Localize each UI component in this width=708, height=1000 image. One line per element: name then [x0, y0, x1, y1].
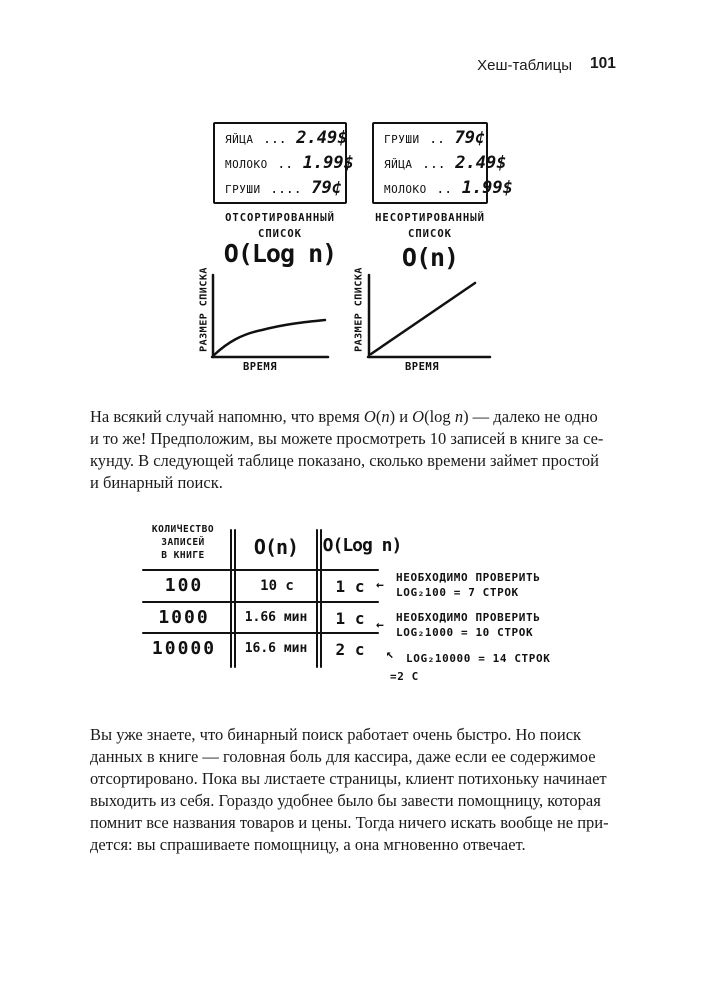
sorted-caption: ОТСОРТИРОВАННЫЙ СПИСОК — [225, 212, 335, 240]
paragraph-line: данных в книге — головная боль для кассира, даже если ее содержимое — [90, 747, 596, 766]
paragraph-line: отсортировано. Пока вы листаете страницы, клиент потихоньку начинает — [90, 769, 607, 788]
page-number: 101 — [590, 55, 616, 72]
list-item: ЯЙЦА ... 2.49$ — [225, 128, 348, 148]
paragraph-line: кунду. В следующей таблице показано, сколько времени займет простой — [90, 451, 599, 470]
unsorted-complexity-label: O(n) — [401, 243, 459, 272]
paragraph-line: и бинарный поиск. — [90, 473, 223, 492]
unsorted-x-axis-label: ВРЕМЯ — [404, 361, 440, 373]
table-row-2-records: 1000 — [158, 607, 210, 628]
header-simple-search: O(n) — [253, 535, 299, 559]
table-row-1-simple: 10 с — [260, 578, 294, 594]
table-row-3-binary: 2 с — [335, 640, 365, 659]
paragraph-hash-motivation — [90, 724, 625, 856]
list-item: ГРУШИ .... 79¢ — [225, 178, 342, 198]
paragraph-line: На всякий случай напомню, что время O(n) и O(log n) — далеко не одно — [90, 407, 598, 426]
left-arrow-icon: ← — [376, 618, 385, 633]
list-item: ЯЙЦА ... 2.49$ — [384, 153, 507, 173]
unsorted-caption: НЕСОРТИРОВАННЫЙ СПИСОК — [375, 212, 485, 240]
paragraph-line: Вы уже знаете, что бинарный поиск работает очень быстро. Но поиск — [90, 725, 582, 744]
annotation-row-3: ↖ LOG₂10000 = 14 СТРОК =2 С — [386, 647, 551, 683]
paragraph-line: и то же! Предположим, вы можете просмотреть 10 записей в книге за се- — [90, 429, 604, 448]
table-row-3-records: 10000 — [151, 638, 217, 659]
sorted-complexity-label: O(Log n) — [223, 239, 337, 268]
list-item: ГРУШИ .. 79¢ — [384, 128, 486, 148]
paragraph-line: помнит все названия товаров и цены. Тогда ничего искать вообще не при- — [90, 813, 609, 832]
annotation-row-2: ← НЕОБХОДИМО ПРОВЕРИТЬ LOG₂1000 = 10 СТРОК — [376, 611, 541, 639]
sorted-x-axis-label: ВРЕМЯ — [242, 361, 278, 373]
annotation-row-1: ← НЕОБХОДИМО ПРОВЕРИТЬ LOG₂100 = 7 СТРОК — [376, 571, 541, 599]
table-row-1-records: 100 — [164, 575, 204, 596]
table-row-1-binary: 1 с — [335, 577, 365, 596]
sorted-y-axis-label: РАЗМЕР СПИСКА — [198, 267, 210, 352]
header-records: КОЛИЧЕСТВО ЗАПИСЕЙ В КНИГЕ — [151, 524, 215, 561]
list-item: МОЛОКО .. 1.99$ — [384, 178, 513, 198]
table-row-3-simple: 16.6 мин — [244, 641, 308, 656]
table-row-2-binary: 1 с — [335, 609, 365, 628]
list-item: МОЛОКО .. 1.99$ — [225, 153, 354, 173]
paragraph-line: дется: вы спрашиваете помощницу, а она мгновенно отвечает. — [90, 835, 526, 854]
table-row-2-simple: 1.66 мин — [244, 610, 308, 625]
up-left-arrow-icon: ↖ — [386, 647, 395, 662]
running-header-title: Хеш-таблицы — [477, 57, 572, 74]
header-binary-search: O(Log n) — [322, 535, 402, 556]
left-arrow-icon: ← — [376, 578, 385, 593]
paragraph-line: выходить из себя. Гораздо удобнее было бы завести помощницу, которая — [90, 791, 601, 810]
unsorted-y-axis-label: РАЗМЕР СПИСКА — [353, 267, 365, 352]
